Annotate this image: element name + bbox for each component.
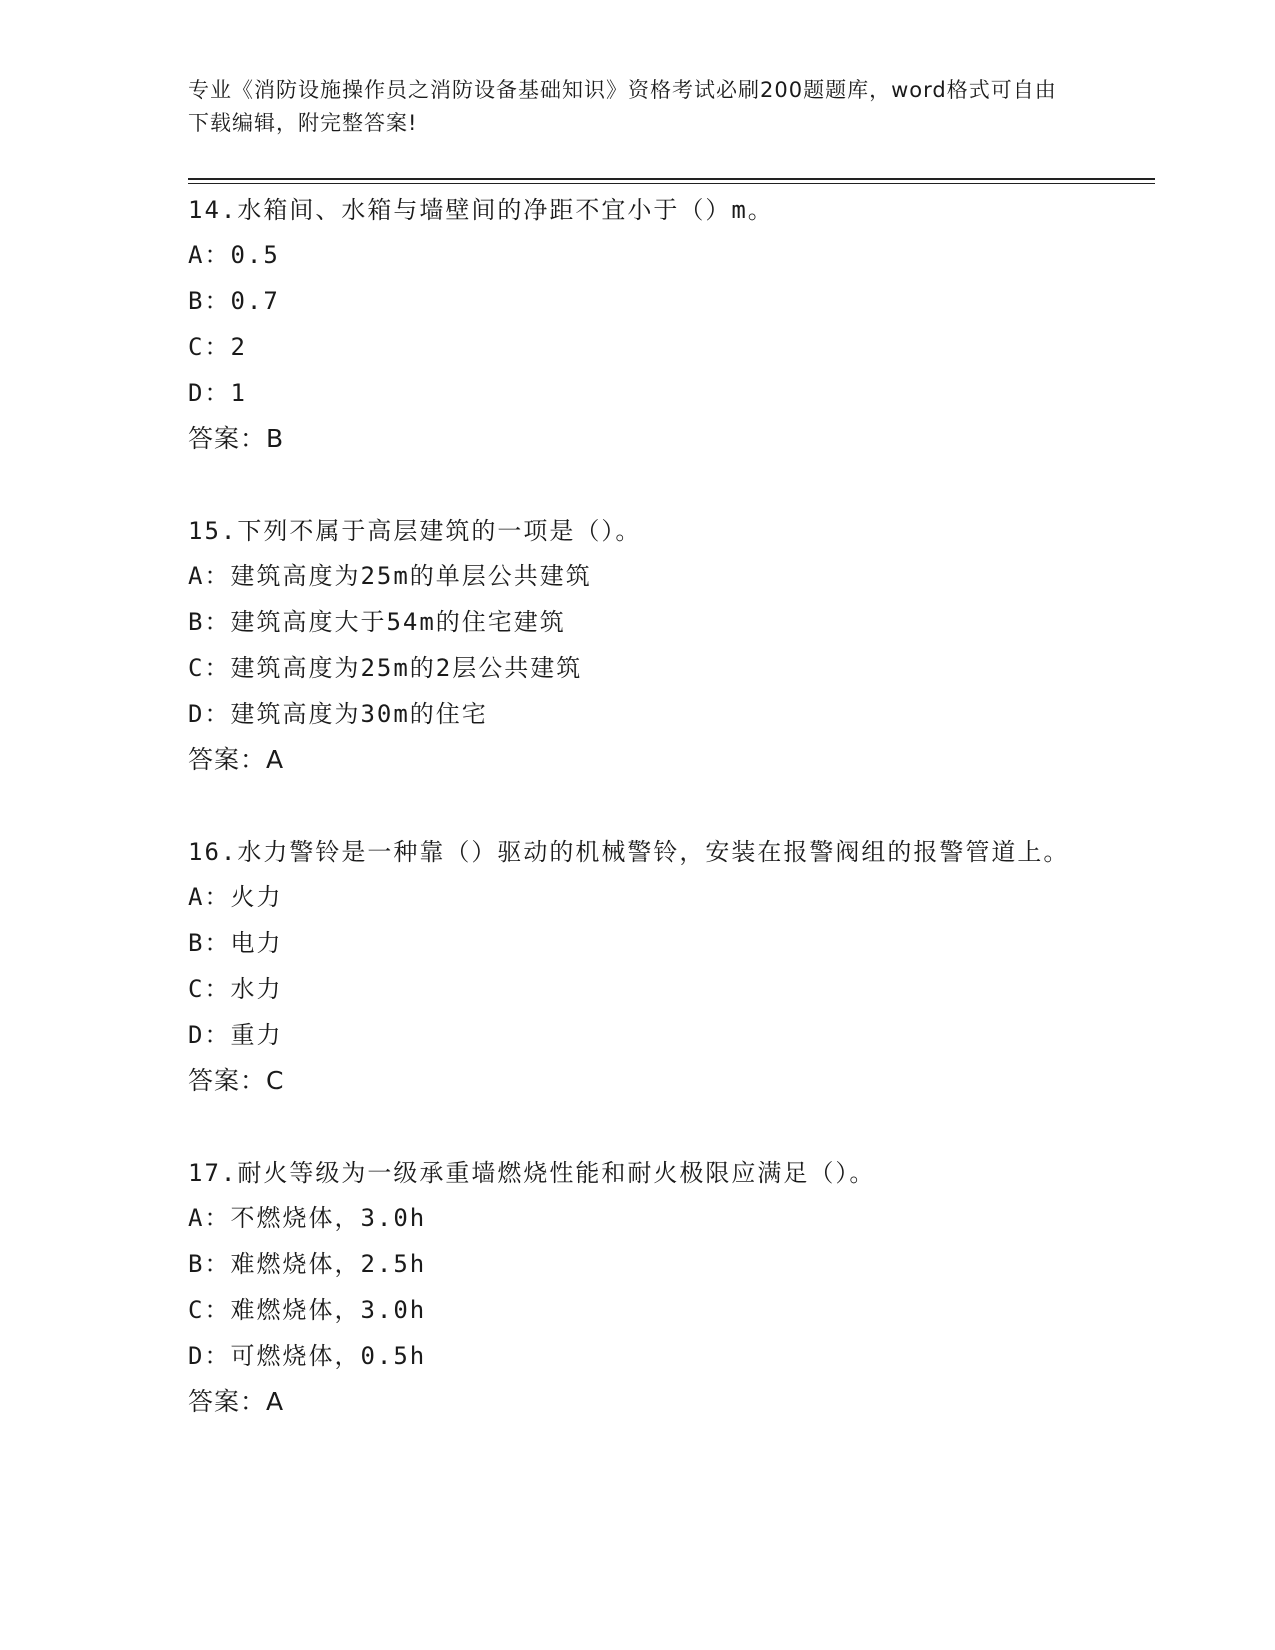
answer: 答案：C [188,1066,285,1095]
option-b: B：0.7 [188,287,280,315]
header-divider-thick [188,178,1155,180]
option-d: D：可燃烧体，0.5h [188,1342,427,1370]
option-b: B：难燃烧体，2.5h [188,1250,427,1278]
option-b: B：电力 [188,929,283,957]
answer: 答案：A [188,1387,285,1416]
option-d: D：1 [188,379,247,407]
option-a: A：建筑高度为25m的单层公共建筑 [188,562,592,590]
header-divider-thin [188,183,1155,184]
document-header: 专业《消防设施操作员之消防设备基础知识》资格考试必刷200题题库，word格式可自由下载编辑，附完整答案! [188,78,1057,135]
answer: 答案：B [188,424,285,453]
option-c: C：建筑高度为25m的2层公共建筑 [188,654,583,682]
question-stem: 14.水箱间、水箱与墙壁间的净距不宜小于（）m。 [188,196,774,224]
question-16 [188,830,1088,1104]
question-stem: 17.耐火等级为一级承重墙燃烧性能和耐火极限应满足（）。 [188,1159,876,1187]
question-stem: 15.下列不属于高层建筑的一项是（）。 [188,517,642,545]
question-14 [188,188,1088,462]
option-a: A：火力 [188,883,283,911]
option-d: D：重力 [188,1021,283,1049]
question-stem: 16.水力警铃是一种靠（）驱动的机械警铃，安装在报警阀组的报警管道上。 [188,838,1070,866]
option-b: B：建筑高度大于54m的住宅建筑 [188,608,566,636]
answer: 答案：A [188,745,285,774]
option-c: C：水力 [188,975,283,1003]
option-a: A：不燃烧体，3.0h [188,1204,427,1232]
option-c: C：难燃烧体，3.0h [188,1296,427,1324]
question-list [188,188,1088,1472]
option-a: A：0.5 [188,241,280,269]
option-c: C：2 [188,333,247,361]
question-15 [188,509,1088,783]
question-17 [188,1151,1088,1425]
option-d: D：建筑高度为30m的住宅 [188,700,488,728]
